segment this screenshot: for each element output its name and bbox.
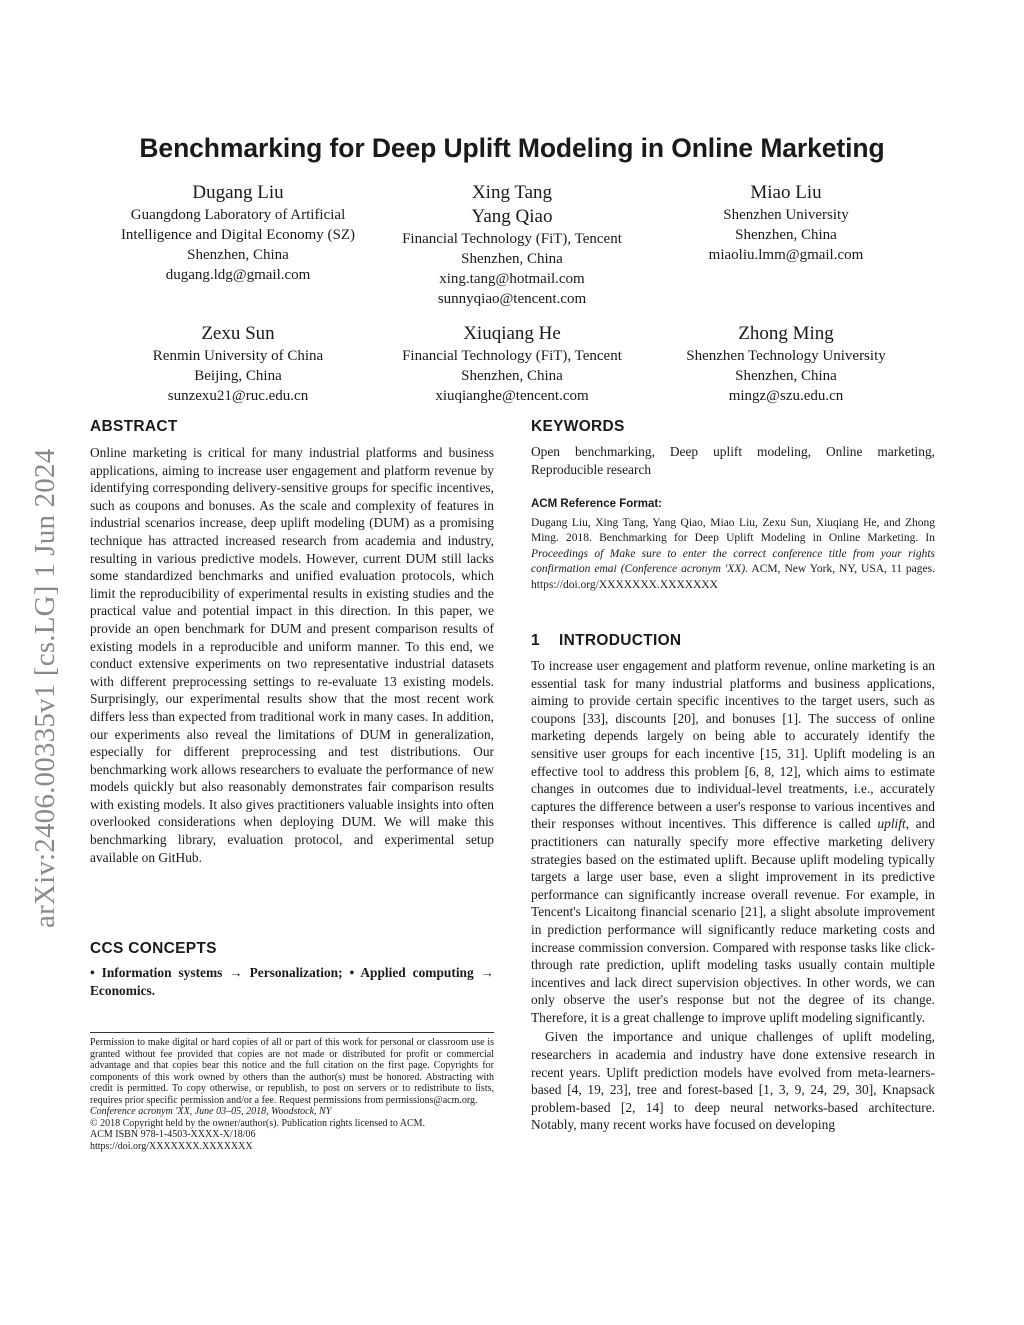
intro-p1-text-cont: , and practitioners can naturally specify more effective marketing delivery strategies based on the estimated uplift. Because uplift modeling typically targets a large user base, even a slight improvement in its predictive performance can significantly increase overall revenue. For example, in Tencent's Licaitong financial scenario [21], a slight absolute improvement in prediction performance will significantly reduce marketing costs and increase commission conversion. Compared with response tasks like click-through rate prediction, uplift modeling tasks usually contain multiple incentives and lack direct supervision objectives. In other words, we can only observe the user's response but not the degree of its change. Therefore, it is a great challenge to improve uplift modeling significantly.	[531, 816, 935, 1025]
author-block-xiuqiang-he	[362, 322, 662, 406]
author-location: Shenzhen, China	[461, 368, 563, 384]
author-name: Zhong Ming	[738, 323, 834, 344]
author-name: Xiuqiang He	[463, 323, 561, 344]
author-email[interactable]: xiuqianghe@tencent.com	[435, 388, 589, 404]
author-affiliation: Financial Technology (FiT), Tencent	[402, 231, 622, 247]
intro-paragraph-2: Given the importance and unique challenges of uplift modeling, researchers in academia and industry have done extensive research in recent years. Uplift prediction models have evolved from meta-learners-based [4, 19, 23], tree and forest-based [1, 3, 9, 24, 29, 30], Knapsack problem-based [2, 14] to deep neural networks-based architecture. Notably, many recent works have focused on developing	[531, 1029, 935, 1133]
copyright-line: © 2018 Copyright held by the owner/author(s). Publication rights licensed to ACM.	[90, 1117, 426, 1129]
author-block-miao-liu	[636, 181, 936, 265]
author-affiliation: Financial Technology (FiT), Tencent	[402, 348, 622, 364]
keywords-text: Open benchmarking, Deep uplift modeling, Online marketing, Reproducible research	[531, 444, 935, 477]
acm-reference-heading: ACM Reference Format:	[531, 498, 662, 510]
permission-text: Permission to make digital or hard copies of all or part of this work for personal or classroom use is granted without fee provided that copies are not made or distributed for profit or commercial advantage and that copies bear this notice and the full citation on the first page. Copyrights for components of this work owned by others than the author(s) must be honored. Abstracting with credit is permitted. To copy otherwise, or republish, to post on servers or to redistribute to lists, requires prior specific permission and/or a fee. Request permissions from permissions@acm.org.	[90, 1037, 494, 1106]
isbn-line: ACM ISBN 978-1-4503-XXXX-X/18/06	[90, 1129, 256, 1140]
author-name: Xing Tang	[471, 182, 553, 203]
author-affiliation: Guangdong Laboratory of Artificial	[130, 207, 346, 223]
acm-reference-proceedings: Proceedings of Make sure to enter the correct conference title from your rights confirmation emai (Conference acronym 'XX).	[531, 547, 935, 576]
author-email[interactable]: miaoliu.lmm@gmail.com	[708, 247, 864, 263]
arxiv-identifier[interactable]: arXiv:2406.00335v1 [cs.LG] 1 Jun 2024	[29, 448, 61, 928]
footnote-divider	[90, 1032, 494, 1033]
introduction-body	[531, 657, 935, 1134]
author-block-zexu-sun	[88, 322, 388, 406]
author-block-zhong-ming	[636, 322, 936, 406]
author-block-dugang-liu	[88, 181, 388, 285]
author-location: Shenzhen, China	[187, 247, 289, 263]
doi-link[interactable]: https://doi.org/XXXXXXX.XXXXXXX	[90, 1140, 253, 1152]
acm-reference-part2: ACM, New York, NY, USA, 11 pages. https://doi.org/XXXXXXX.XXXXXXX	[531, 563, 935, 591]
section-number: 1	[531, 632, 540, 649]
author-name: Yang Qiao	[471, 206, 553, 227]
abstract-text: Online marketing is critical for many industrial platforms and business applications, aiming to increase user engagement and platform revenue by identifying corresponding delivery-sensitive groups for specific incentives, such as coupons and bonuses. As the scale and complexity of features in industrial scenarios increase, deep uplift modeling (DUM) as a promising technique has attracted increased research from academia and industry, resulting in various predictive models. However, current DUM still lacks some standardized benchmarks and unified evaluation protocols, which limit the reproducibility of experimental results in existing studies and the practical value and potential impact in this direction. In this paper, we provide an open benchmark for DUM and present comparison results of existing models in a reproducible and uniform manner. To this end, we conduct extensive experiments on two representative industrial datasets with different preprocessing settings to re-evaluate 13 existing models. Surprisingly, our experimental results show that the most recent work differs less than expected from traditional work in many cases. In addition, our experiments also reveal the limitations of DUM in generalization, especially for different preprocessing and test distributions. Our benchmarking work allows researchers to evaluate the performance of new models quickly but also reasonably demonstrates fair comparison results with existing models. It also gives practitioners valuable insights into often overlooked considerations when deploying DUM. We will make this benchmarking library, evaluation protocol, and experimental setup available on GitHub.	[90, 445, 494, 865]
intro-p1-emphasis: uplift	[877, 816, 906, 832]
author-email[interactable]: dugang.ldg@gmail.com	[165, 267, 311, 283]
conference-info: Conference acronym 'XX, June 03–05, 2018, Woodstock, NY	[90, 1106, 332, 1117]
keywords-section	[531, 443, 935, 478]
author-email[interactable]: sunnyqiao@tencent.com	[437, 291, 587, 307]
paper-title: Benchmarking for Deep Uplift Modeling in Online Marketing	[139, 133, 885, 163]
abstract-heading: ABSTRACT	[90, 418, 178, 435]
author-location: Beijing, China	[194, 368, 282, 384]
keywords-heading: KEYWORDS	[531, 418, 625, 435]
section-title: INTRODUCTION	[559, 632, 682, 649]
ccs-concepts-text: • Information systems → Personalization; • Applied computing → Economics.	[90, 965, 494, 998]
author-location: Shenzhen, China	[735, 368, 837, 384]
acm-reference-text	[531, 516, 935, 594]
author-email[interactable]: xing.tang@hotmail.com	[439, 271, 585, 287]
author-location: Shenzhen, China	[461, 251, 563, 267]
intro-p1-text: To increase user engagement and platform revenue, online marketing is an essential task for many industrial platforms and business applications, aiming to provide certain specific incentives to the target users, such as coupons [33], discounts [20], and bonuses [1]. The success of online marketing depends largely on being able to accurately identify the sensitive user groups for each incentive [15, 31]. Uplift modeling is an effective tool to address this problem [6, 8, 12], which aims to estimate changes in outcomes due to individual-level treatments, i.e., accurately captures the difference between a user's response to various incentives and their responses without incentives. This difference is called	[531, 658, 935, 832]
author-affiliation: Shenzhen University	[723, 207, 849, 223]
acm-reference-part1: Dugang Liu, Xing Tang, Yang Qiao, Miao Liu, Zexu Sun, Xiuqiang He, and Zhong Ming. 2018. Benchmarking for Deep Uplift Modeling in Online Marketing. In	[531, 516, 935, 545]
author-block-xing-tang-yang-qiao	[362, 181, 662, 309]
introduction-heading	[531, 632, 681, 650]
author-name: Miao Liu	[750, 182, 822, 203]
author-affiliation: Shenzhen Technology University	[686, 348, 886, 364]
permission-notice	[90, 1037, 494, 1152]
author-affiliation: Renmin University of China	[152, 348, 324, 364]
author-name: Zexu Sun	[201, 323, 275, 344]
author-name: Dugang Liu	[192, 182, 284, 203]
acm-reference-section	[531, 496, 935, 593]
intro-paragraph-1	[531, 657, 935, 1026]
author-affiliation: Intelligence and Digital Economy (SZ)	[120, 227, 356, 243]
author-email[interactable]: mingz@szu.edu.cn	[728, 388, 844, 404]
author-location: Shenzhen, China	[735, 227, 837, 243]
author-email[interactable]: sunzexu21@ruc.edu.cn	[167, 388, 309, 404]
ccs-heading: CCS CONCEPTS	[90, 940, 217, 957]
abstract-section	[90, 444, 494, 866]
